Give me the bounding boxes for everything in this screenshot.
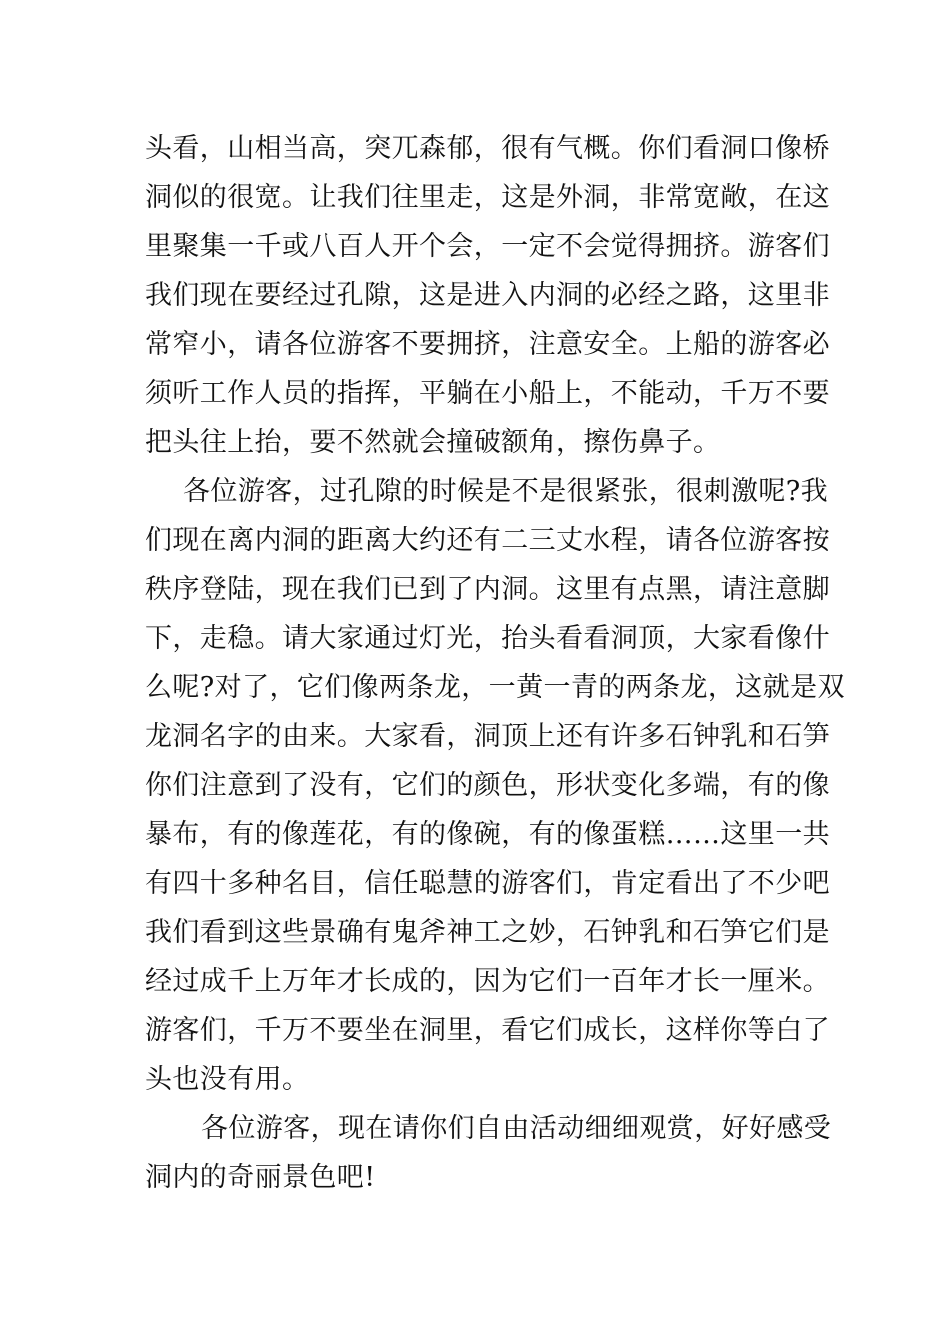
- text-line: 你们注意到了没有，它们的颜色，形状变化多端，有的像: [145, 770, 830, 801]
- paragraph-3: [145, 1104, 832, 1202]
- text-line: 我们现在要经过孔隙，这是进入内洞的必经之路，这里非: [145, 280, 830, 311]
- paragraph-1: [145, 124, 830, 467]
- text-line: 把头往上抬，要不然就会撞破额角，擦伤鼻子。: [145, 427, 721, 458]
- text-line: 洞似的很宽。让我们往里走，这是外洞，非常宽敞，在这: [145, 182, 830, 213]
- text-line: 里聚集一千或八百人开个会，一定不会觉得拥挤。游客们: [145, 231, 830, 262]
- text-line: 各位游客，过孔隙的时候是不是很紧张，很刺激呢?我: [183, 476, 829, 507]
- text-line: 下，走稳。请大家通过灯光，抬头看看洞顶，大家看像什: [145, 623, 830, 654]
- text-line: 头也没有用。: [145, 1064, 310, 1095]
- text-line: 有四十多种名目，信任聪慧的游客们，肯定看出了不少吧: [145, 868, 830, 899]
- text-line: 龙洞名字的由来。大家看，洞顶上还有许多石钟乳和石笋: [145, 721, 830, 752]
- text-line: 常窄小，请各位游客不要拥挤，注意安全。上船的游客必: [145, 329, 830, 360]
- text-line: 我们看到这些景确有鬼斧神工之妙，石钟乳和石笋它们是: [145, 917, 830, 948]
- text-line: 头看，山相当高，突兀森郁，很有气概。你们看洞口像桥: [145, 133, 830, 164]
- text-line: 经过成千上万年才长成的，因为它们一百年才长一厘米。: [145, 966, 830, 997]
- text-line: 洞内的奇丽景色吧!: [145, 1162, 376, 1193]
- text-line: 暴布，有的像莲花，有的像碗，有的像蛋糕……这里一共: [145, 819, 830, 850]
- text-line: 么呢?对了，它们像两条龙，一黄一青的两条龙，这就是双: [145, 672, 845, 703]
- text-line: 秩序登陆，现在我们已到了内洞。这里有点黑，请注意脚: [145, 574, 830, 605]
- paragraph-2: [145, 467, 845, 1104]
- document-body: [145, 124, 845, 1202]
- text-line: 各位游客，现在请你们自由活动细细观赏，好好感受: [201, 1113, 832, 1144]
- text-line: 们现在离内洞的距离大约还有二三丈水程，请各位游客按: [145, 525, 830, 556]
- text-line: 须听工作人员的指挥，平躺在小船上，不能动，千万不要: [145, 378, 830, 409]
- text-line: 游客们，千万不要坐在洞里，看它们成长，这样你等白了: [145, 1015, 830, 1046]
